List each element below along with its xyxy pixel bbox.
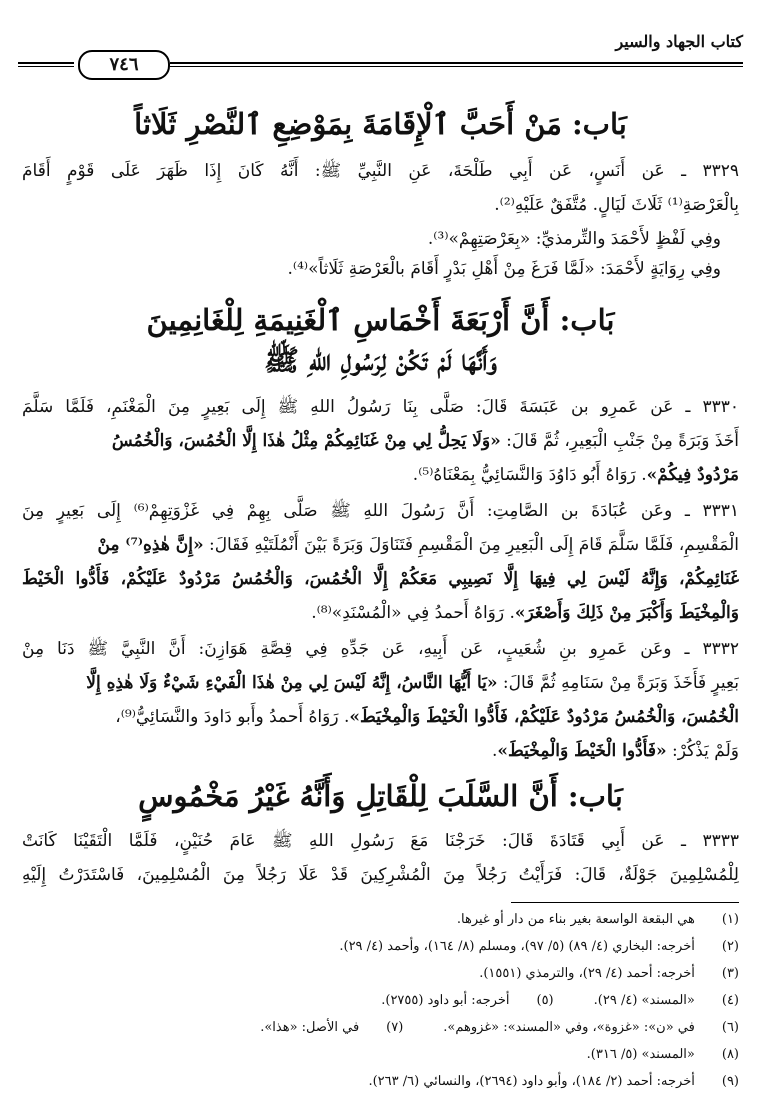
header-rule-left-thin (18, 66, 74, 67)
footnote-number: (٣) (721, 966, 739, 981)
narration-text: الْمَقْسِمِ، فَلَمَّا سَلَّمَ قَامَ إِلَى الْبَعِيرِ مِنَ الْمَقْسِمِ فَتَنَاوَلَ وَبَرَةً بَيْنَ أَنْمُلَتَيْهِ فَقَالَ: (203, 535, 739, 555)
prophetic-quote: الْخُمُسَ، وَالْخُمُسُ مَرْدُودٌ عَلَيْكُمْ، فَأَدُّوا الْخَيْطَ وَالْمِخْيَطَ» (349, 707, 739, 727)
book-title: كتاب الجهاد والسير (615, 32, 743, 51)
hadith-3329-line-2: بِالْعَرْصَةِ⁽¹⁾ ثَلَاثَ لَيَالٍ. مُتَّفَقٌ عَلَيْهِ⁽²⁾. (494, 195, 739, 215)
hadith-3333-line-1: ٣٣٣٣ ـ عَن أَبِي قَتَادَةَ قَالَ: خَرَجْنَا مَعَ رَسُولِ اللهِ ﷺ عَامَ حُنَيْنٍ، فَلَمَّا الْتَقَيْنَا كَانَتْ (22, 831, 739, 851)
footnote-number: (٥) (536, 993, 554, 1008)
page-number: ٧٤٦ (78, 50, 170, 80)
chapter-heading-line-2: وَأَنَّهَا لَمْ تَكُنْ لِرَسُولِ اللهِ ﷺ (264, 343, 497, 377)
punctuation: . (491, 741, 498, 761)
chapter-heading: بَاب: أَنَّ أَرْبَعَةَ أَخْمَاسِ ٱلْغَنِيمَةِ لِلْغَانِمِينَ (146, 303, 615, 337)
hadith-3333-line-2: لِلْمُسْلِمِينَ جَوْلَةٌ، قَالَ: فَرَأَيْتُ رَجُلاً مِنَ الْمُشْرِكِينَ قَدْ عَلَا رَجُلاً مِنَ الْمُسْلِمِينَ، فَاسْتَدَرْتُ إِلَيْهِ (22, 865, 739, 885)
footnote (22, 987, 739, 1014)
chapter-heading: بَاب: مَنْ أَحَبَّ ٱلْإِقَامَةَ بِمَوْضِعِ ٱلنَّصْرِ ثَلَاثاً (134, 107, 627, 141)
header-rule-left (18, 62, 74, 64)
footnote-text: أخرجه: البخاري (٤/ ٨٩) (٥/ ٩٧)، ومسلم (٨/ ١٦٤)، وأحمد (٤/ ٢٩). (339, 939, 695, 954)
hadith-3332-line-3 (22, 700, 739, 734)
footnote-text: أخرجه: أبو داود (٢٧٥٥). (381, 993, 510, 1008)
running-header (18, 28, 743, 75)
header-rule (170, 62, 743, 64)
footnote-number: (٧) (386, 1020, 404, 1035)
source-note: . رَوَاهُ أَحمدُ فِي «الْمُسْنَدِ»⁽⁸⁾. (311, 603, 515, 623)
footnote (22, 960, 739, 987)
hadith-3332-line-4 (22, 734, 739, 768)
hadith-3331-line-2 (22, 528, 739, 562)
footnote-text: «المسند» (٤/ ٢٩). (593, 993, 695, 1008)
prophetic-quote: «وَلَا يَحِلُّ لِي مِنْ غَنَائِمِكُمْ مِثْلُ هٰذَا إِلَّا الْخُمُسَ، وَالْخُمُسُ (111, 431, 501, 451)
hadith-3329-variant-1: وفِي لَفْظٍ لأَحْمَدَ والتِّرمذيِّ: «بِعَرْصَتِهِمْ»⁽³⁾. (427, 229, 721, 249)
source-note: . رَوَاهُ أَبُو دَاوُدَ وَالنَّسَائِيُّ بِمَعْنَاهُ⁽⁵⁾. (412, 465, 647, 485)
hadith-3329-line-1: ٣٣٢٩ ـ عَن أَنَسٍ، عَن أَبِي طَلْحَةَ، عَنِ النَّبِيِّ ﷺ: أَنَّهُ كَانَ إِذَا ظَهَرَ عَلَى قَوْمٍ أَقَامَ (22, 161, 739, 181)
header-rule-thin (170, 66, 743, 67)
footnote-number: (٦) (721, 1020, 739, 1035)
footnote (22, 1014, 739, 1041)
hadith-3332-line-2 (22, 666, 739, 700)
narration-text: بَعِيرٍ فَأَخَذَ وَبَرَةً مِنْ سَنَامِهِ ثُمَّ قَالَ: (497, 673, 739, 693)
prophetic-quote: وَالْمِخْيَطَ وَأَكْبَرَ مِنْ ذَلِكَ وَأَصْغَرَ» (514, 603, 739, 623)
footnote-number: (٤) (721, 993, 739, 1008)
prophetic-quote: «يَا أَيُّهَا النَّاسُ، إِنَّهُ لَيْسَ لِي مِنْ هٰذَا الْفَيْءِ شَيْءٌ وَلَا هٰذِهِ إِلَّا (86, 673, 498, 693)
prophetic-quote: «إِنَّ هٰذِهِ⁽⁷⁾ مِنْ (97, 535, 204, 555)
hadith-3330-line-1: ٣٣٣٠ ـ عَن عَمرِو بن عَبَسَةَ قَالَ: صَلَّى بِنَا رَسُولُ اللهِ ﷺ إِلَى بَعِيرٍ مِنَ الْمَغْنَمِ، فَلَمَّا سَلَّمَ (22, 397, 739, 417)
chapter-heading: بَاب: أَنَّ السَّلَبَ لِلْقَاتِلِ وَأَنَّهُ غَيْرُ مَخْمُوسٍ (138, 779, 623, 813)
footnote-text: في الأصل: «هذا». (260, 1020, 360, 1035)
footnote-text: هي البقعة الواسعة بغير بناء من دار أو غيرها. (456, 912, 695, 927)
footnote-text: أخرجه: أحمد (٢/ ١٨٤)، وأبو داود (٢٦٩٤)، والنسائي (٦/ ٢٦٣). (368, 1074, 695, 1089)
narration-text: وَلَمْ يَذْكُرْ: (666, 741, 739, 761)
hadith-3330-line-2 (22, 424, 739, 458)
hadith-3331-line-4 (22, 596, 739, 630)
footnote-text: أخرجه: أحمد (٤/ ٢٩)، والترمذي (١٥٥١). (479, 966, 695, 981)
hadith-3329-variant-2: وفِي رِوَايَةٍ لأَحْمَدَ: «لَمَّا فَرَغَ مِنْ أَهْلِ بَدْرٍ أَقَامَ بالْعَرْصَةِ ثَلَاثاً»⁽⁴⁾. (287, 259, 721, 279)
narration-text: أَخَذَ وَبَرَةً مِنْ جَنْبِ الْبَعِيرِ، ثُمَّ قَالَ: (500, 431, 739, 451)
footnote-number: (١) (721, 912, 739, 927)
hadith-3332-line-1: ٣٣٣٢ ـ وعَن عَمرِو بنِ شُعَيبٍ، عَن أَبِيهِ، عَن جَدِّهِ فِي قِصَّةِ هَوَازِنَ: أَنَّ النَّبِيَّ ﷺ دَنَا مِنْ (22, 639, 739, 659)
footnote-text: في «ن»: «غزوة»، وفي «المسند»: «غزوهم». (443, 1020, 695, 1035)
footnote-number: (٩) (721, 1074, 739, 1089)
footnote (22, 1041, 739, 1068)
footnote-text: «المسند» (٥/ ٣١٦). (586, 1047, 695, 1062)
source-note: . رَوَاهُ أَحمدُ وأَبو دَاودَ والنَّسَائِيُّ⁽⁹⁾، (115, 707, 350, 727)
hadith-3330-line-3 (22, 458, 739, 492)
footnote (22, 1068, 739, 1095)
footnote (22, 933, 739, 960)
hadith-3331-line-1: ٣٣٣١ ـ وعَن عُبَادَةَ بن الصَّامِتِ: أَنَّ رَسُولَ اللهِ ﷺ صَلَّى بِهِمْ فِي غَزْوَتِهِمْ⁽⁶⁾ إِلَى بَعِيرٍ مِنَ (22, 501, 739, 521)
footnote (22, 906, 739, 933)
footnote-number: (٢) (721, 939, 739, 954)
footnote-number: (٨) (721, 1047, 739, 1062)
prophetic-quote: مَرْدُودٌ فِيكُمْ» (646, 465, 739, 485)
prophetic-quote: «فَأَدُّوا الْخَيْطَ وَالْمِخْيَطَ» (497, 741, 667, 761)
hadith-3331-line-3: غَنَائِمِكُمْ، وَإِنَّهُ لَيْسَ لِي فِيهَا إِلَّا نَصِيبِي مَعَكُمْ إِلَّا الْخُمُسَ، وَالْخُمُسُ مَرْدُودٌ عَلَيْكُمْ، فَأَدُّوا الْخَيْطَ (22, 569, 739, 589)
footnote-separator (511, 902, 739, 903)
